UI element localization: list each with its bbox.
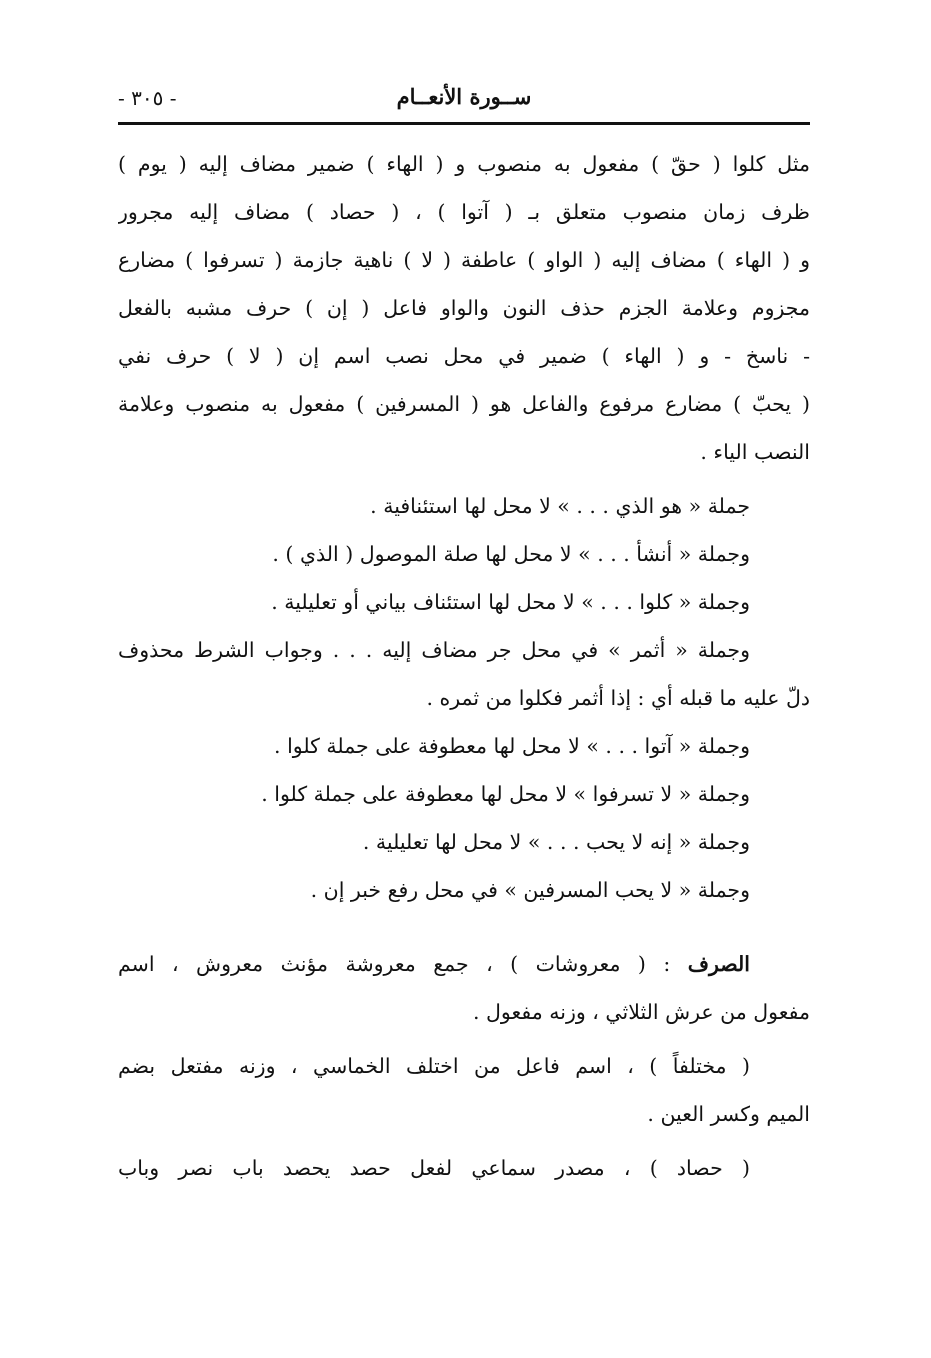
sentence-item: جملة « هو الذي . . . » لا محل لها استئنافية .	[370, 494, 750, 518]
sarf-label: الصرف	[687, 952, 750, 976]
text-line: ظرف زمان منصوب متعلق بـ ( آتوا ) ، ( حصاد ) مضاف إليه مجرور	[118, 200, 810, 224]
sarf-section	[118, 940, 810, 1036]
text-line: النصب الياء .	[700, 440, 810, 464]
sarf-line: مفعول من عرش الثلاثي ، وزنه مفعول .	[473, 1000, 810, 1024]
mukhtalif-paragraph	[118, 1042, 810, 1138]
surah-title: ســورة الأنعــام	[396, 84, 532, 109]
page-body	[118, 140, 810, 1192]
sentence-item: وجملة « لا يحب المسرفين » في محل رفع خبر إن .	[310, 878, 750, 902]
text-line: مجزوم وعلامة الجزم حذف النون والواو فاعل ( إن ) حرف مشبه بالفعل	[118, 296, 810, 320]
hasad-paragraph	[118, 1144, 810, 1192]
page-number: - ٣٠٥ -	[118, 86, 177, 110]
sentence-item: وجملة « لا تسرفوا » لا محل لها معطوفة على جملة كلوا .	[261, 782, 750, 806]
text-line: ( مختلفاً ) ، اسم فاعل من اختلف الخماسي ، وزنه مفتعل بضم	[118, 1054, 750, 1078]
text-line: و ( الهاء ) مضاف إليه ( الواو ) عاطفة ( لا ) ناهية جازمة ( تسرفوا ) مضارع	[118, 248, 810, 272]
sentences-list	[118, 482, 810, 914]
sentence-item: وجملة « آتوا . . . » لا محل لها معطوفة على جملة كلوا .	[274, 734, 750, 758]
sentence-item-continuation: دلّ عليه ما قبله أي : إذا أثمر فكلوا من ثمره .	[426, 686, 810, 710]
sarf-text: : ( معروشات ) ، جمع معروشة مؤنث معروش ، اسم	[118, 952, 671, 976]
grammar-paragraph	[118, 140, 810, 476]
sentence-item: وجملة « إنه لا يحب . . . » لا محل لها تعليلية .	[362, 830, 750, 854]
sentence-item: وجملة « كلوا . . . » لا محل لها استئناف بياني أو تعليلية .	[271, 590, 750, 614]
sentence-item: وجملة « أنشأ . . . » لا محل لها صلة الموصول ( الذي ) .	[272, 542, 750, 566]
text-line: الميم وكسر العين .	[647, 1102, 810, 1126]
sentence-item: وجملة « أثمر » في محل جر مضاف إليه . . . وجواب الشرط محذوف	[118, 638, 750, 662]
page-header	[118, 78, 810, 125]
text-line: مثل كلوا ( حقّ ) مفعول به منصوب و ( الهاء ) ضمير مضاف إليه ( يوم )	[118, 152, 810, 176]
text-line: ( حصاد ) ، مصدر سماعي لفعل حصد يحصد باب نصر وباب	[118, 1156, 750, 1180]
text-line: ( يحبّ ) مضارع مرفوع والفاعل هو ( المسرفين ) مفعول به منصوب وعلامة	[118, 392, 810, 416]
sarf-line	[118, 940, 810, 988]
text-line: - ناسخ - و ( الهاء ) ضمير في محل نصب اسم إن ( لا ) حرف نفي	[118, 344, 810, 368]
